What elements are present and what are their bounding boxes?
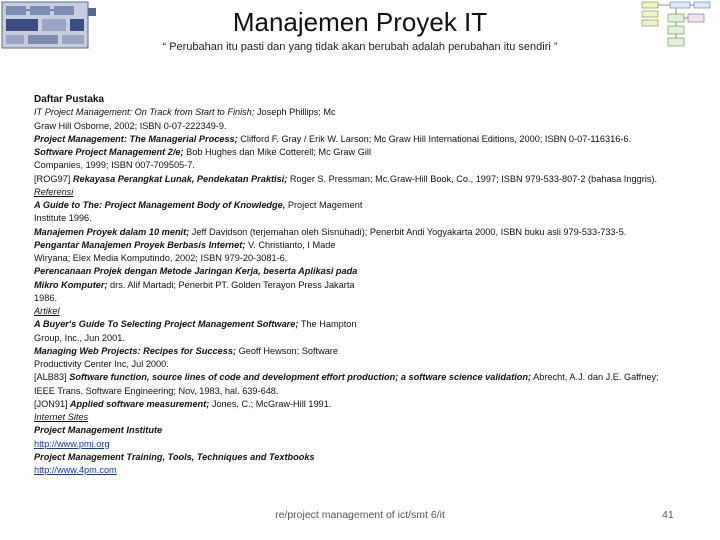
reference-continuation: 1986.: [34, 292, 57, 303]
section-label-artikel: Artikel: [34, 306, 60, 316]
reference-code: [ROG97]: [34, 173, 71, 184]
reference-item: [34, 279, 702, 292]
reference-title: A Guide to The: Project Management Body of Knowledge,: [34, 200, 286, 210]
4pm-link[interactable]: http://www.4pm.com: [34, 465, 117, 475]
reference-item: [34, 318, 702, 331]
site-title-4pm: Project Management Training, Tools, Techniques and Textbooks: [34, 451, 315, 462]
pmi-link[interactable]: http://www.pmi.org: [34, 438, 110, 449]
reference-item: [34, 146, 702, 159]
reference-details: Bob Hughes dan Mike Cotterell; Mc Graw Gill: [183, 147, 371, 157]
reference-item: [34, 199, 702, 212]
page-number: 41: [662, 509, 674, 521]
reference-item: [34, 345, 702, 358]
reference-details: Clifford F. Gray / Erik W. Larson; Mc Graw Hill International Editions, 2000; ISBN 0-07-116316-6.: [237, 133, 632, 144]
reference-title: Mikro Komputer;: [34, 279, 108, 290]
reference-title: Perencanaan Projek dengan Metode Jaringan Kerja, beserta Aplikasi pada: [34, 266, 358, 277]
reference-title: Software Project Management 2/e;: [34, 147, 184, 157]
reference-code: [ALB83]: [34, 372, 67, 383]
reference-title: Applied software measurement;: [67, 398, 210, 409]
reference-item: [34, 371, 702, 384]
reference-details: V. Christianto, I Made: [245, 239, 336, 250]
reference-title: Managing Web Projects: Recipes for Success;: [34, 345, 237, 356]
reference-item: [34, 226, 702, 239]
reference-item: [34, 173, 702, 186]
site-title-pmi: Project Management Institute: [34, 425, 163, 436]
reference-continuation: Group, Inc., Jun 2001.: [34, 332, 125, 343]
reference-item: [34, 106, 702, 119]
section-label-referensi: Referensi: [34, 186, 74, 197]
reference-title: Pengantar Manajemen Proyek Berbasis Internet;: [34, 239, 246, 250]
reference-details: Jones, C.; McGraw-Hill 1991.: [209, 398, 332, 409]
bibliography-heading: Daftar Pustaka: [34, 94, 105, 105]
reference-title: IT Project Management: On Track from Start to Finish;: [34, 107, 255, 118]
reference-continuation: Productivity Center Inc, Jul 2000.: [34, 359, 169, 369]
reference-details: The Hampton: [298, 319, 357, 330]
reference-details: Jeff Davidson (terjemahan oleh Sisnuhadi); Penerbit Andi Yogyakarta 2000, ISBN buku asli 979-533-733-5.: [189, 226, 627, 237]
reference-title: Software function, source lines of code and development effort production; a software science validation;: [66, 372, 532, 383]
footer-text: re/project management of ict/smt 6/it: [275, 509, 445, 521]
reference-continuation: Companies, 1999; ISBN 007-709505-7.: [34, 160, 195, 171]
reference-title: Manajemen Proyek dalam 10 menit;: [34, 226, 190, 237]
reference-title: Rekayasa Perangkat Lunak, Pendekatan Praktisi;: [70, 173, 288, 184]
reference-title: Project Management: The Managerial Process;: [34, 133, 238, 144]
reference-continuation: IEEE Trans. Software Engineering; Nov, 1983, hal. 639-648.: [34, 385, 279, 396]
reference-code: [JON91]: [34, 398, 68, 409]
page-title: Manajemen Proyek IT: [232, 7, 488, 37]
section-label-internet-sites: Internet Sites: [34, 412, 89, 422]
reference-item: [34, 239, 702, 252]
reference-details: Project Magement: [285, 200, 363, 210]
reference-details: drs. Alif Martadi; Penerbit PT. Golden Terayon Press Jakarta: [107, 279, 355, 290]
reference-continuation: Wiryana; Elex Media Komputindo, 2002; ISBN 979-20-3081-6.: [34, 253, 288, 263]
reference-item: [34, 133, 702, 146]
subtitle-quote: “ Perubahan itu pasti dan yang tidak akan berubah adalah perubahan itu sendiri ”: [162, 41, 558, 53]
reference-details: Joseph Phillips; Mc: [254, 107, 336, 118]
reference-details: Roger S. Pressman; Mc.Graw-Hill Book, Co., 1997; ISBN 979-533-807-2 (bahasa Inggris).: [287, 173, 657, 184]
reference-title: A Buyer's Guide To Selecting Project Management Software;: [34, 319, 299, 330]
reference-item: [34, 398, 702, 411]
reference-continuation: Graw Hill Osborne, 2002; ISBN 0-07-222349-9.: [34, 120, 227, 131]
reference-details: Geoff Hewson; Software: [236, 345, 338, 356]
reference-continuation: Institute 1996.: [34, 213, 92, 224]
bibliography: [34, 93, 702, 477]
reference-details: Abrecht, A.J. dan J.E. Gaffney;: [531, 372, 659, 383]
